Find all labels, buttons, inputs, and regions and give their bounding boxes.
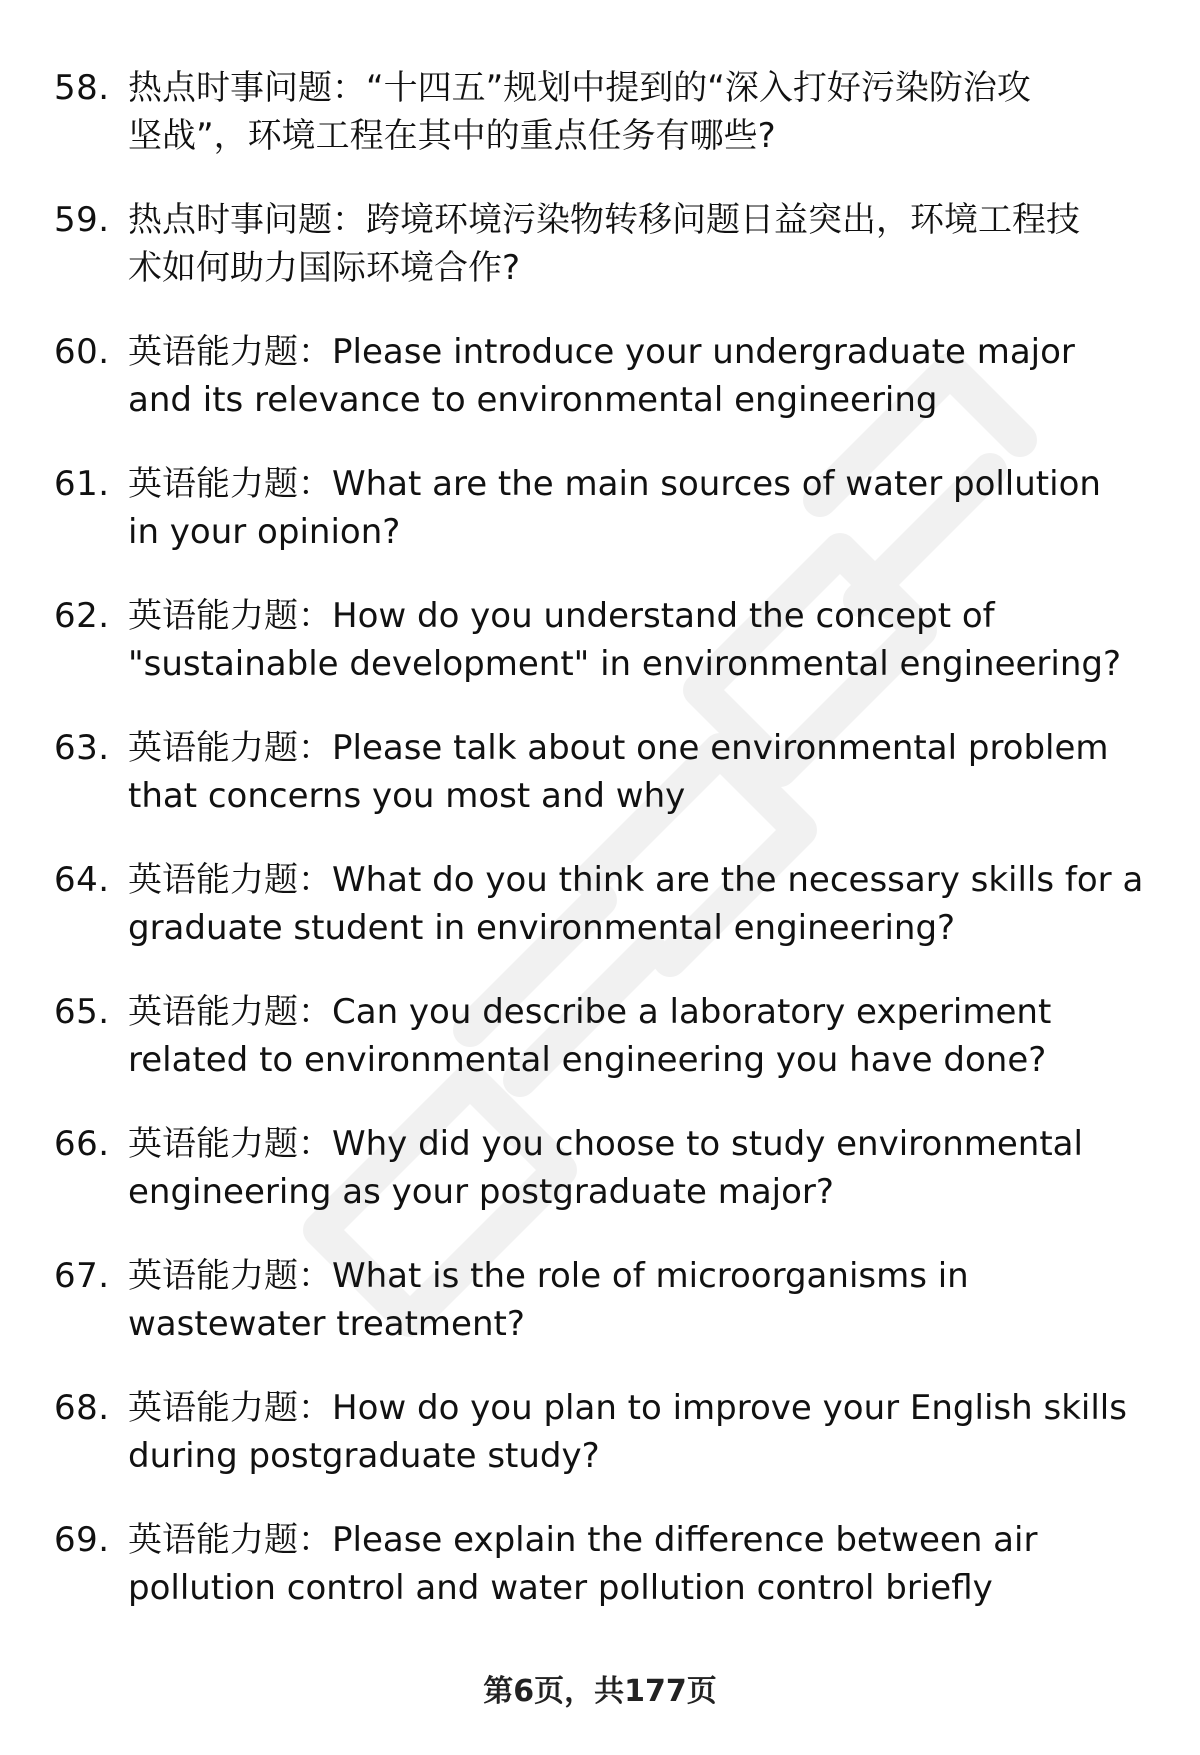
- question-text: [128, 1384, 1168, 1480]
- question-line: 热点时事问题：跨境环境污染物转移问题日益突出，环境工程技: [128, 200, 1080, 240]
- question-line: wastewater treatment?: [128, 1304, 525, 1344]
- question-item: [0, 852, 1200, 984]
- question-line: 英语能力题：What do you think are the necessary skills for a: [128, 860, 1144, 900]
- question-text: [128, 1252, 1168, 1348]
- question-item: [0, 1512, 1200, 1644]
- question-item: [0, 60, 1200, 192]
- question-text: [128, 592, 1168, 688]
- question-item: [0, 1248, 1200, 1380]
- question-line: 英语能力题：How do you plan to improve your English skills: [128, 1388, 1127, 1428]
- question-line: 英语能力题：Why did you choose to study environmental: [128, 1124, 1083, 1164]
- question-text: [128, 856, 1168, 952]
- question-text: [128, 724, 1168, 820]
- question-number: 63.: [54, 728, 110, 768]
- question-text: [128, 1516, 1168, 1612]
- question-line: "sustainable development" in environmental engineering?: [128, 644, 1122, 684]
- question-number: 61.: [54, 464, 110, 504]
- question-number: 69.: [54, 1520, 110, 1560]
- question-line: 英语能力题：Please explain the difference between air: [128, 1520, 1038, 1560]
- question-item: [0, 588, 1200, 720]
- question-line: that concerns you most and why: [128, 776, 686, 816]
- question-line: in your opinion?: [128, 512, 401, 552]
- question-item: [0, 456, 1200, 588]
- question-line: pollution control and water pollution control briefly: [128, 1568, 993, 1608]
- question-text: [128, 328, 1168, 424]
- question-number: 67.: [54, 1256, 110, 1296]
- question-line: 英语能力题：How do you understand the concept of: [128, 596, 995, 636]
- page-indicator: 第6页，共177页: [483, 1674, 717, 1709]
- question-number: 65.: [54, 992, 110, 1032]
- question-line: related to environmental engineering you have done?: [128, 1040, 1047, 1080]
- question-number: 66.: [54, 1124, 110, 1164]
- question-number: 64.: [54, 860, 110, 900]
- question-line: 英语能力题：Please introduce your undergraduate major: [128, 332, 1075, 372]
- question-item: [0, 324, 1200, 456]
- question-line: graduate student in environmental engineering?: [128, 908, 956, 948]
- question-item: [0, 984, 1200, 1116]
- question-line: 术如何助力国际环境合作?: [128, 248, 521, 288]
- question-number: 68.: [54, 1388, 110, 1428]
- question-line: engineering as your postgraduate major?: [128, 1172, 834, 1212]
- question-item: [0, 720, 1200, 852]
- question-number: 59.: [54, 200, 110, 240]
- question-item: [0, 1380, 1200, 1512]
- question-line: and its relevance to environmental engineering: [128, 380, 938, 420]
- question-line: 坚战”，环境工程在其中的重点任务有哪些?: [128, 116, 776, 156]
- question-text: [128, 988, 1168, 1084]
- question-line: 英语能力题：Can you describe a laboratory experiment: [128, 992, 1052, 1032]
- question-line: 热点时事问题：“十四五”规划中提到的“深入打好污染防治攻: [128, 68, 1031, 108]
- question-list: [0, 60, 1200, 1644]
- question-number: 58.: [54, 68, 110, 108]
- question-number: 62.: [54, 596, 110, 636]
- question-text: [128, 196, 1168, 292]
- question-line: during postgraduate study?: [128, 1436, 600, 1476]
- question-line: 英语能力题：Please talk about one environmental problem: [128, 728, 1109, 768]
- question-line: 英语能力题：What is the role of microorganisms in: [128, 1256, 969, 1296]
- question-line: 英语能力题：What are the main sources of water pollution: [128, 464, 1101, 504]
- question-text: [128, 460, 1168, 556]
- question-text: [128, 64, 1168, 160]
- question-item: [0, 192, 1200, 324]
- question-text: [128, 1120, 1168, 1216]
- question-item: [0, 1116, 1200, 1248]
- question-number: 60.: [54, 332, 110, 372]
